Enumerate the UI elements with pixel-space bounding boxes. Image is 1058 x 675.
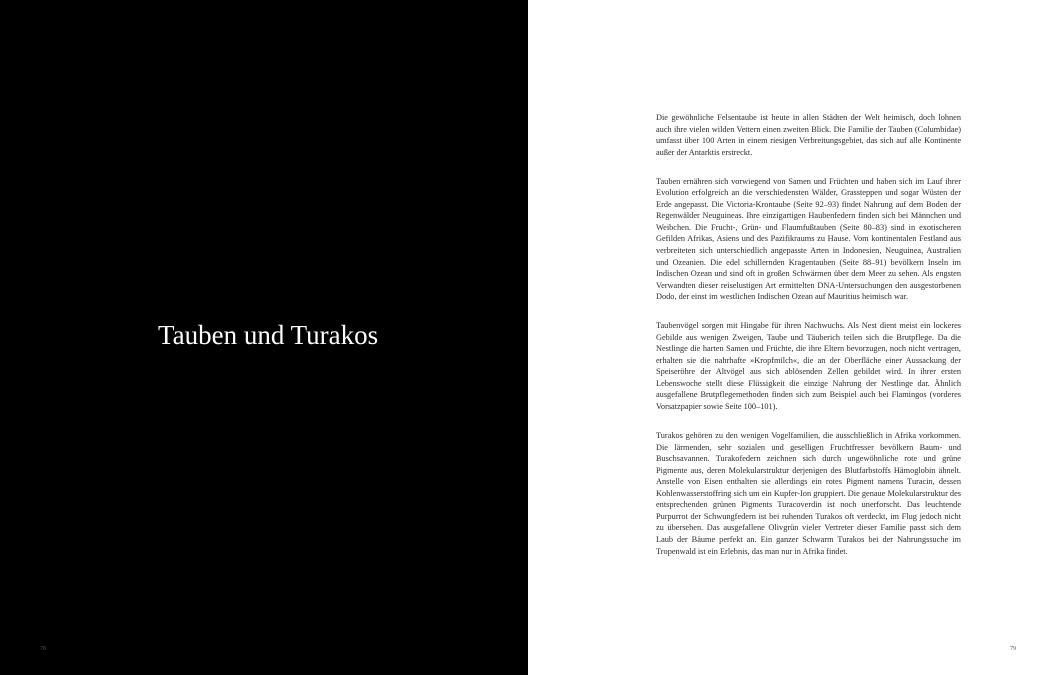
paragraph-diet-habitat: Tauben ernähren sich vorwiegend von Samen und Früchten und haben sich im Lauf ihrer Evolution erfolgreich an die verschiedensten Wälder, Grassteppen und sogar Wüsten der Erde angepasst. Die Victoria-Krontaube (Seite 92–93) findet Nahrung auf dem Boden der Regenwälder Neuguineas. Ihre einzigartigen Haubenfedern finden sich bei Männchen und Weibchen. Die Frucht-, Grün- und Flaumfußtauben (Seite 80–83) sind in exotischeren Gefilden Afrikas, Asiens und des Pazifikraums zu Hause. Vom kontinentalen Festland aus verbreiteten sich unterschiedlich angepasste Arten in Indonesien, Neuguinea, Australien und Ozeanien. Die edel schillernden Kragentauben (Seite 88–91) bevölkern Inseln im Indischen Ozean und sind oft in großen Schwärmen über dem Meer zu sehen. Als engsten Verwandten dieser reiselustigen Art ermittelten DNA-Untersuchungen den ausgestorbenen Dodo, der einst im westlichen Indischen Ozean auf Mauritius heimisch war.	[656, 176, 961, 302]
paragraph-intro: Die gewöhnliche Felsentaube ist heute in allen Städten der Welt heimisch, doch lohnen auch ihre vielen wilden Vettern einen zweiten Blick. Die Familie der Tauben (Columbidae) umfasst über 100 Arten in einem riesigen Verbreitungsgebiet, das sich auf alle Kontinente außer der Antarktis erstreckt.	[656, 113, 961, 157]
paragraph-breeding: Taubenvögel sorgen mit Hingabe für ihren Nachwuchs. Als Nest dient meist ein lockeres Gebilde aus wenigen Zweigen, Taube und Täuberich teilen sich die Brutpflege. Da die Nestlinge die harten Samen und Früchte, die ihre Eltern bevorzugen, noch nicht vertragen, erhalten sie die nahrhafte »Kropfmilch«, die an der Oberfläche einer Aussackung der Speiseröhre der Altvögel aus sich ablösenden Zellen gebildet wird. In ihrer ersten Lebenswoche stellt diese Flüssigkeit die einzige Nahrung der Nestlinge dar. Ähnlich ausgefallene Brutpflegemethoden finden sich zum Beispiel auch bei Flamingos (vorderes Vorsatzpapier sowie Seite 100–101).	[656, 321, 961, 412]
chapter-title: Tauben und Turakos	[158, 320, 379, 350]
paragraph-turakos: Turakos gehören zu den wenigen Vogelfamilien, die ausschließlich in Afrika vorkommen. Die lärmenden, sehr sozialen und geselligen Fruchtfresser bevölkern Baum- und Buschsavannen. Turakofedern zeichnen sich durch ungewöhnliche rote und grüne Pigmente aus, deren Molekularstruktur derjenigen des Blutfarbstoffs Hämoglobin ähnelt. Anstelle von Eisen enthalten sie allerdings ein rotes Pigment namens Turacin, dessen Kohlenwasserstoffring sich um ein Kupfer-Ion gruppiert. Die genaue Molekularstruktur des entsprechenden grünen Pigments Turacoverdin ist noch unerforscht. Das leuchtende Purpurrot der Schwungfedern ist bei ruhenden Turakos oft verdeckt, im Flug jedoch nicht zu übersehen. Das ausgefallene Olivgrün vieler Vertreter dieser Familie passt sich dem Laub der Bäume perfekt an. Ein ganzer Schwarm Turakos bei der Nahrungssuche im Tropenwald ist ein Erlebnis, das man nur in Afrika findet.	[656, 431, 961, 556]
page-number-left: 78	[40, 646, 46, 652]
page-number-right: 79	[1010, 646, 1016, 652]
body-text	[656, 112, 961, 575]
